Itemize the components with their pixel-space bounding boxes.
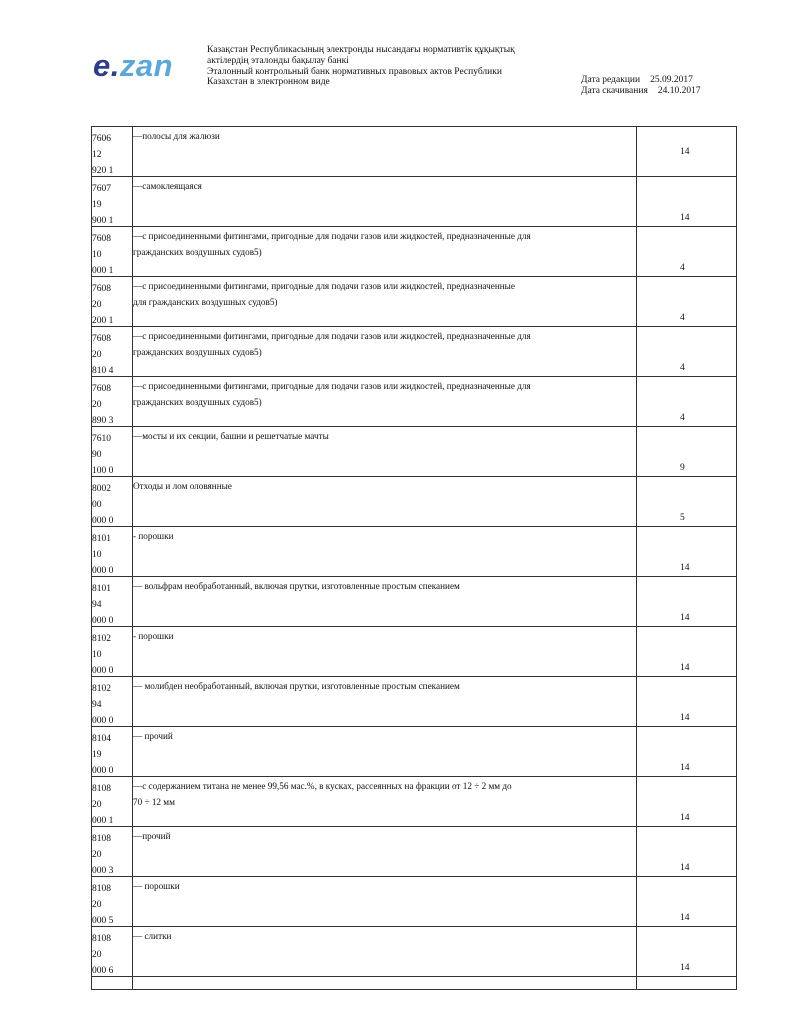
table-row bbox=[92, 227, 736, 277]
duty-rate: 14 bbox=[680, 963, 690, 973]
code-part: 94 bbox=[92, 700, 102, 710]
tariff-table bbox=[91, 126, 737, 990]
goods-description bbox=[133, 479, 563, 495]
code-part: 900 1 bbox=[92, 216, 114, 226]
code-part: 8108 bbox=[92, 784, 111, 794]
table-row bbox=[92, 577, 736, 627]
description-line: - порошки bbox=[133, 631, 174, 641]
tn-ved-code bbox=[92, 281, 132, 329]
duty-rate: 14 bbox=[680, 713, 690, 723]
duty-rate: 9 bbox=[680, 463, 685, 473]
goods-description bbox=[133, 679, 563, 695]
logo-e: e bbox=[93, 48, 111, 83]
logo-dot: . bbox=[110, 48, 120, 83]
download-date-line bbox=[581, 86, 701, 97]
table-row bbox=[92, 727, 736, 777]
goods-description bbox=[133, 779, 563, 810]
code-part: 000 0 bbox=[92, 516, 114, 526]
code-part: 000 5 bbox=[92, 916, 114, 926]
table-row bbox=[92, 427, 736, 477]
header-line: Казахстан в электронном виде bbox=[207, 77, 330, 88]
code-part: 20 bbox=[92, 400, 102, 410]
goods-description bbox=[133, 579, 563, 595]
code-part: 000 0 bbox=[92, 616, 114, 626]
duty-rate: 14 bbox=[680, 563, 690, 573]
header-title bbox=[207, 45, 515, 88]
code-part: 000 0 bbox=[92, 566, 114, 576]
duty-rate: 4 bbox=[680, 413, 685, 423]
description-line: —мосты и их секции, башни и решетчатые мачты bbox=[133, 431, 329, 441]
edition-date-value: 25.09.2017 bbox=[650, 75, 693, 85]
table-row bbox=[92, 977, 736, 988]
header-dates bbox=[581, 75, 701, 97]
code-part: 8101 bbox=[92, 584, 111, 594]
code-part: 20 bbox=[92, 300, 102, 310]
code-part: 200 1 bbox=[92, 316, 114, 326]
code-part: 20 bbox=[92, 350, 102, 360]
goods-description bbox=[133, 229, 563, 260]
table-row bbox=[92, 277, 736, 327]
table-row bbox=[92, 377, 736, 427]
code-part: 8108 bbox=[92, 934, 111, 944]
edition-date-line bbox=[581, 75, 701, 86]
tn-ved-code bbox=[92, 881, 132, 929]
code-part: 10 bbox=[92, 650, 102, 660]
code-part: 10 bbox=[92, 550, 102, 560]
description-line: —полосы для жалюзи bbox=[133, 131, 220, 141]
description-line: гражданских воздушных судов5) bbox=[133, 346, 262, 357]
code-part: 8102 bbox=[92, 684, 111, 694]
edition-date-label: Дата редакции bbox=[581, 75, 641, 85]
description-line: — вольфрам необработанный, включая прутки, изготовленные простым спеканием bbox=[133, 581, 460, 591]
code-part: 19 bbox=[92, 200, 102, 210]
table-row bbox=[92, 177, 736, 227]
code-part: 810 4 bbox=[92, 366, 114, 376]
table-row bbox=[92, 127, 736, 177]
goods-description bbox=[133, 529, 563, 545]
code-part: 20 bbox=[92, 800, 102, 810]
code-part: 920 1 bbox=[92, 166, 114, 176]
table-row bbox=[92, 477, 736, 527]
tn-ved-code bbox=[92, 231, 132, 279]
table-row bbox=[92, 877, 736, 927]
header-line: Казақстан Республикасының электронды нысандағы нормативтік құқықтық bbox=[207, 45, 515, 55]
tn-ved-code bbox=[92, 131, 132, 179]
code-part: 00 bbox=[92, 500, 102, 510]
code-part: 8002 bbox=[92, 484, 111, 494]
code-part: 7608 bbox=[92, 234, 111, 244]
code-part: 20 bbox=[92, 850, 102, 860]
code-part: 10 bbox=[92, 250, 102, 260]
tn-ved-code bbox=[92, 381, 132, 429]
code-part: 90 bbox=[92, 450, 102, 460]
goods-description bbox=[133, 279, 563, 310]
table-row bbox=[92, 327, 736, 377]
code-part: 94 bbox=[92, 600, 102, 610]
tn-ved-code bbox=[92, 681, 132, 729]
duty-rate: 14 bbox=[680, 213, 690, 223]
code-part: 8101 bbox=[92, 534, 111, 544]
table-row bbox=[92, 927, 736, 977]
tn-ved-code bbox=[92, 481, 132, 529]
table-row bbox=[92, 827, 736, 877]
header-line: Эталонный контрольный банк нормативных правовых актов Республики bbox=[207, 66, 502, 77]
document-header bbox=[0, 0, 791, 120]
code-part: 8102 bbox=[92, 634, 111, 644]
code-part: 000 3 bbox=[92, 866, 114, 876]
description-line: —прочий bbox=[133, 831, 171, 841]
tn-ved-code bbox=[92, 781, 132, 829]
description-line: — прочий bbox=[133, 731, 173, 741]
description-line: — слитки bbox=[133, 931, 172, 941]
code-part: 000 0 bbox=[92, 766, 114, 776]
goods-description bbox=[133, 929, 563, 945]
header-line: актілердің эталонды бақылау банкі bbox=[207, 55, 349, 66]
code-part: 000 0 bbox=[92, 666, 114, 676]
goods-description bbox=[133, 829, 563, 845]
description-line: —самоклеящаяся bbox=[133, 181, 202, 191]
tn-ved-code bbox=[92, 331, 132, 379]
ezan-logo bbox=[93, 50, 173, 81]
code-part: 890 3 bbox=[92, 416, 114, 426]
code-part: 8104 bbox=[92, 734, 111, 744]
description-line: —с присоединенными фитингами, пригодные для подачи газов или жидкостей, предназначенные bbox=[133, 281, 515, 291]
download-date-label: Дата скачивания bbox=[581, 86, 648, 96]
description-line: гражданских воздушных судов5) bbox=[133, 396, 262, 407]
description-line: —с содержанием титана не менее 99,56 мас.%, в кусках, рассеянных на фракции от 12 ÷ 2 мм до bbox=[133, 781, 512, 791]
code-part: 8108 bbox=[92, 884, 111, 894]
description-line: для гражданских воздушных судов5) bbox=[133, 296, 278, 307]
code-part: 000 6 bbox=[92, 966, 114, 976]
goods-description bbox=[133, 179, 563, 195]
code-part: 7608 bbox=[92, 334, 111, 344]
description-line: - порошки bbox=[133, 531, 174, 541]
code-part: 7608 bbox=[92, 384, 111, 394]
duty-rate: 14 bbox=[680, 863, 690, 873]
duty-rate: 14 bbox=[680, 913, 690, 923]
duty-rate: 4 bbox=[680, 313, 685, 323]
code-part: 19 bbox=[92, 750, 102, 760]
code-part: 20 bbox=[92, 950, 102, 960]
description-line: —с присоединенными фитингами, пригодные для подачи газов или жидкостей, предназначенные для bbox=[133, 331, 531, 341]
tn-ved-code bbox=[92, 181, 132, 229]
table-row bbox=[92, 677, 736, 727]
goods-description bbox=[133, 329, 563, 360]
tn-ved-code bbox=[92, 731, 132, 779]
goods-description bbox=[133, 629, 563, 645]
duty-rate: 14 bbox=[680, 813, 690, 823]
description-line: —с присоединенными фитингами, пригодные для подачи газов или жидкостей, предназначенные для bbox=[133, 381, 531, 391]
duty-rate: 14 bbox=[680, 613, 690, 623]
duty-rate: 4 bbox=[680, 263, 685, 273]
logo-zan: zan bbox=[119, 48, 174, 83]
code-part: 000 1 bbox=[92, 266, 114, 276]
description-line: гражданских воздушных судов5) bbox=[133, 246, 262, 257]
duty-rate: 14 bbox=[680, 147, 690, 157]
code-part: 12 bbox=[92, 150, 102, 160]
goods-description bbox=[133, 379, 563, 410]
code-part: 000 0 bbox=[92, 716, 114, 726]
description-line: —с присоединенными фитингами, пригодные для подачи газов или жидкостей, предназначенные для bbox=[133, 231, 531, 241]
tn-ved-code bbox=[92, 431, 132, 479]
tn-ved-code bbox=[92, 831, 132, 879]
tn-ved-code bbox=[92, 631, 132, 679]
description-line: — молибден необработанный, включая прутки, изготовленные простым спеканием bbox=[133, 681, 460, 691]
code-part: 8108 bbox=[92, 834, 111, 844]
duty-rate: 14 bbox=[680, 763, 690, 773]
code-part: 7610 bbox=[92, 434, 111, 444]
code-part: 7608 bbox=[92, 284, 111, 294]
description-line: — порошки bbox=[133, 881, 180, 891]
table-row bbox=[92, 527, 736, 577]
duty-rate: 5 bbox=[680, 513, 685, 523]
goods-description bbox=[133, 429, 563, 445]
tn-ved-code bbox=[92, 531, 132, 579]
duty-rate: 14 bbox=[680, 663, 690, 673]
table-row bbox=[92, 777, 736, 827]
download-date-value: 24.10.2017 bbox=[657, 86, 701, 96]
goods-description bbox=[133, 879, 563, 895]
code-part: 7606 bbox=[92, 134, 111, 144]
code-part: 7607 bbox=[92, 184, 111, 194]
tn-ved-code bbox=[92, 581, 132, 629]
code-part: 20 bbox=[92, 900, 102, 910]
code-part: 000 1 bbox=[92, 816, 114, 826]
description-line: 70 ÷ 12 мм bbox=[133, 796, 175, 807]
duty-rate: 4 bbox=[680, 363, 685, 373]
description-line: Отходы и лом оловянные bbox=[133, 481, 232, 491]
table-row bbox=[92, 627, 736, 677]
goods-description bbox=[133, 129, 563, 145]
goods-description bbox=[133, 729, 563, 745]
code-part: 100 0 bbox=[92, 466, 114, 476]
tn-ved-code bbox=[92, 931, 132, 979]
